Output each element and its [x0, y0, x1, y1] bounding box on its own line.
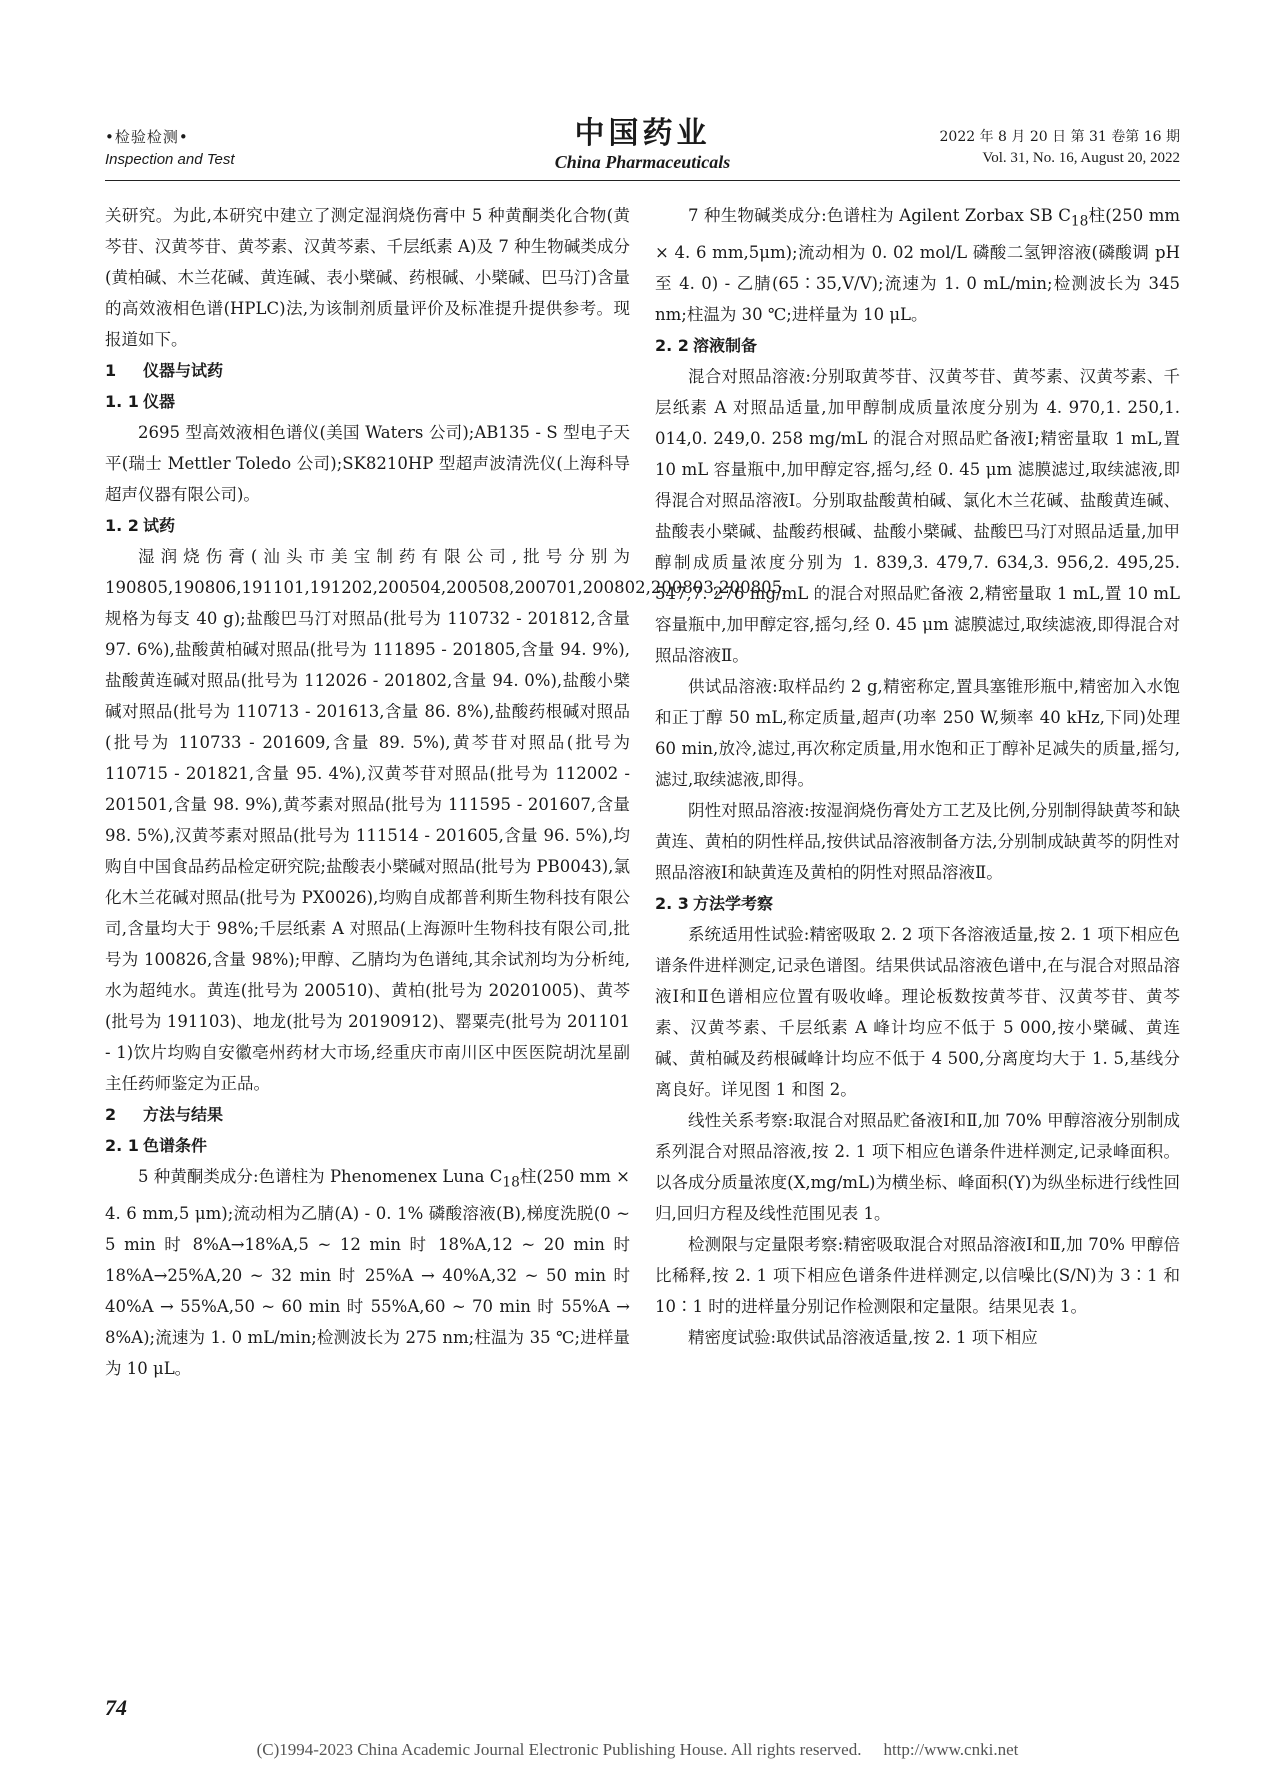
section-number: 2 — [105, 1105, 117, 1124]
section-title: 色谱条件 — [143, 1136, 208, 1155]
section-1-2-heading — [105, 510, 630, 541]
right-column — [655, 200, 1180, 1353]
section-title: 方法学考察 — [693, 894, 774, 914]
journal-title-en: China Pharmaceuticals — [554, 152, 731, 172]
intro-paragraph: 关研究。为此,本研究中建立了测定湿润烧伤膏中 5 种黄酮类化合物(黄芩苷、汉黄芩苷、黄芩素、汉黄芩素、千层纸素 A)及 7 种生物碱类成分(黄柏碱、木兰花碱、黄连碱、表小檗碱、药根碱、小檗碱、巴马汀)含量的高效液相色谱(HPLC)法,为该制剂质量评价及标准提升提供参考。现报道如下。 — [105, 206, 630, 349]
footer-url: http://www.cnki.net — [883, 1740, 1019, 1759]
section-number: 2. 2 — [655, 336, 689, 356]
reagents-paragraph: 湿润烧伤膏(汕头市美宝制药有限公司,批号分别为 190805,190806,191101,191202,200504,200508,200701,200802,200803,200805,规格为每支 40 g);盐酸巴马汀对照品(批号为 110732 - 201812,含量 97. 6%),盐酸黄柏碱对照品(批号为 111895 - 201805,含量 94. 9%),盐酸黄连碱对照品(批号为 112026 - 201802,含量 94. 0%),盐酸小檗碱对照品(批号为 110713 - 201613,含量 86. 8%),盐酸药根碱对照品(批号为 110733 - 201609,含量 89. 5%),黄芩苷对照品(批号为 110715 - 201821,含量 95. 4%),汉黄芩苷对照品(批号为 112002 - 201501,含量 98. 9%),黄芩素对照品(批号为 111595 - 201607,含量 98. 5%),汉黄芩素对照品(批号为 111514 - 201605,含量 96. 5%),均购自中国食品药品检定研究院;盐酸表小檗碱对照品(批号为 PB0043),氯化木兰花碱对照品(批号为 PX0026),均购自成都普利斯生物科技有限公司,含量均大于 98%;千层纸素 A 对照品(上海源叶生物科技有限公司,批号为 100826,含量 98%);甲醇、乙腈均为色谱纯,其余试剂均为分析纯,水为超纯水。黄连(批号为 200510)、黄柏(批号为 20201005)、黄芩(批号为 191103)、地龙(批号为 20190912)、罂粟壳(批号为 201101 - 1)饮片均购自安徽亳州药材大市场,经重庆市南川区中医医院胡沈星副主任药师鉴定为正品。 — [105, 547, 788, 1093]
alkaloid-text-post: 柱(250 mm × 4. 6 mm,5μm);流动相为 0. 02 mol/L 磷酸二氢钾溶液(磷酸调 pH 至 4. 0) - 乙腈(65∶35,V/V);流速为 1. 0 mL/min;检测波长为 345 nm;柱温为 30 ℃;进样量为 10 μL。 — [655, 206, 1180, 325]
section-tag-cn: •检验检测• — [105, 128, 189, 146]
alkaloid-text-pre: 7 种生物碱类成分:色谱柱为 Agilent Zorbax SB C — [688, 206, 1071, 225]
linearity-paragraph: 线性关系考察:取混合对照品贮备液Ⅰ和Ⅱ,加 70% 甲醇溶液分别制成系列混合对照品溶液,按 2. 1 项下相应色谱条件进样测定,记录峰面积。以各成分质量浓度(X,mg/mL)为横坐标、峰面积(Y)为纵坐标进行线性回归,回归方程及线性范围见表 1。 — [655, 1111, 1180, 1224]
section-number: 1. 1 — [105, 392, 139, 411]
header-divider — [105, 180, 1180, 181]
section-title: 方法与结果 — [143, 1105, 224, 1124]
system-suitability-paragraph: 系统适用性试验:精密吸取 2. 2 项下各溶液适量,按 2. 1 项下相应色谱条件进样测定,记录色谱图。结果供试品溶液色谱中,在与混合对照品溶液Ⅰ和Ⅱ色谱相应位置有吸收峰。理论板数按黄芩苷、汉黄芩苷、黄芩素、汉黄芩素、千层纸素 A 峰计均应不低于 5 000,按小檗碱、黄连碱、黄柏碱及药根碱峰计均应不低于 4 500,分离度均大于 1. 5,基线分离良好。详见图 1 和图 2。 — [655, 925, 1180, 1100]
section-tag-en: Inspection and Test — [105, 151, 235, 168]
flavonoid-text-pre: 5 种黄酮类成分:色谱柱为 Phenomenex Luna C — [138, 1167, 503, 1186]
section-1-1-heading — [105, 386, 630, 417]
copyright-text: (C)1994-2023 China Academic Journal Electronic Publishing House. All rights reserved. — [256, 1740, 862, 1759]
section-title: 仪器 — [143, 392, 176, 411]
section-title: 试药 — [143, 516, 176, 535]
precision-paragraph: 精密度试验:取供试品溶液适量,按 2. 1 项下相应 — [688, 1328, 1038, 1348]
section-2-heading — [105, 1099, 630, 1130]
detection-limit-paragraph: 检测限与定量限考察:精密吸取混合对照品溶液Ⅰ和Ⅱ,加 70% 甲醇倍比稀释,按 2. 1 项下相应色谱条件进样测定,以信噪比(S/N)为 3∶1 和 10∶1 时的进样量分别记作检测限和定量限。结果见表 1。 — [655, 1235, 1180, 1317]
issue-info — [940, 126, 1180, 167]
journal-title-cn: 中国药业 — [574, 116, 711, 151]
section-number: 1. 2 — [105, 516, 139, 535]
section-2-3-heading — [655, 888, 1180, 919]
alkaloid-conditions-paragraph — [655, 200, 1180, 330]
mixed-reference-paragraph: 混合对照品溶液:分别取黄芩苷、汉黄芩苷、黄芩素、汉黄芩素、千层纸素 A 对照品适量,加甲醇制成质量浓度分别为 4. 970,1. 250,1. 014,0. 249,0. 258 mg/mL 的混合对照品贮备液Ⅰ;精密量取 1 mL,置 10 mL 容量瓶中,加甲醇定容,摇匀,经 0. 45 μm 滤膜滤过,取续滤液,即得混合对照品溶液Ⅰ。分别取盐酸黄柏碱、氯化木兰花碱、盐酸黄连碱、盐酸表小檗碱、盐酸药根碱、盐酸小檗碱、盐酸巴马汀对照品适量,加甲醇制成质量浓度分别为 1. 839,3. 479,7. 634,3. 956,2. 495,25. 547,7. 276 mg/mL 的混合对照品贮备液 2,精密量取 1 mL,置 10 mL 容量瓶中,加甲醇定容,摇匀,经 0. 45 μm 滤膜滤过,取续滤液,即得混合对照品溶液Ⅱ。 — [655, 367, 1180, 666]
column-subscript: 18 — [502, 1174, 520, 1191]
section-1-heading — [105, 355, 630, 386]
test-solution-paragraph: 供试品溶液:取样品约 2 g,精密称定,置具塞锥形瓶中,精密加入水饱和正丁醇 50 mL,称定质量,超声(功率 250 W,频率 40 kHz,下同)处理 60 min,放冷,滤过,再次称定质量,用水饱和正丁醇补足减失的质量,摇匀,滤过,取续滤液,即得。 — [655, 677, 1180, 790]
issue-date-cn: 2022 年 8 月 20 日 第 31 卷第 16 期 — [939, 129, 1180, 145]
flavonoid-conditions-paragraph — [105, 1161, 630, 1384]
section-number: 2. 1 — [105, 1136, 139, 1155]
column-subscript: 18 — [1070, 213, 1089, 230]
section-2-2-heading — [655, 330, 1180, 361]
flavonoid-text-post: 柱(250 mm × 4. 6 mm,5 μm);流动相为乙腈(A) - 0. 1% 磷酸溶液(B),梯度洗脱(0 ~ 5 min 时 8%A→18%A,5 ~ 12 min 时 18%A,12 ~ 20 min 时 18%A→25%A,20 ~ 32 min 时 25%A → 40%A,32 ~ 50 min 时 40%A → 55%A,50 ~ 60 min 时 55%A,60 ~ 70 min 时 55%A → 8%A);流速为 1. 0 mL/min;检测波长为 275 nm;柱温为 35 ℃;进样量为 10 μL。 — [105, 1167, 630, 1379]
page-footer — [0, 1740, 1275, 1760]
section-title: 仪器与试药 — [143, 361, 224, 380]
negative-control-paragraph: 阴性对照品溶液:按湿润烧伤膏处方工艺及比例,分别制得缺黄芩和缺黄连、黄柏的阴性样品,按供试品溶液制备方法,分别制成缺黄芩的阴性对照品溶液Ⅰ和缺黄连及黄柏的阴性对照品溶液Ⅱ。 — [655, 801, 1180, 883]
instruments-paragraph: 2695 型高效液相色谱仪(美国 Waters 公司);AB135 - S 型电子天平(瑞士 Mettler Toledo 公司);SK8210HP 型超声波清洗仪(上海科导超声仪器有限公司)。 — [105, 423, 630, 504]
section-2-1-heading — [105, 1130, 630, 1161]
page-number: 74 — [105, 1695, 127, 1720]
page-header — [105, 118, 1180, 178]
issue-date-en: Vol. 31, No. 16, August 20, 2022 — [982, 150, 1180, 166]
section-title: 溶液制备 — [693, 336, 758, 356]
section-number: 2. 3 — [655, 894, 689, 914]
section-number: 1 — [105, 361, 117, 380]
